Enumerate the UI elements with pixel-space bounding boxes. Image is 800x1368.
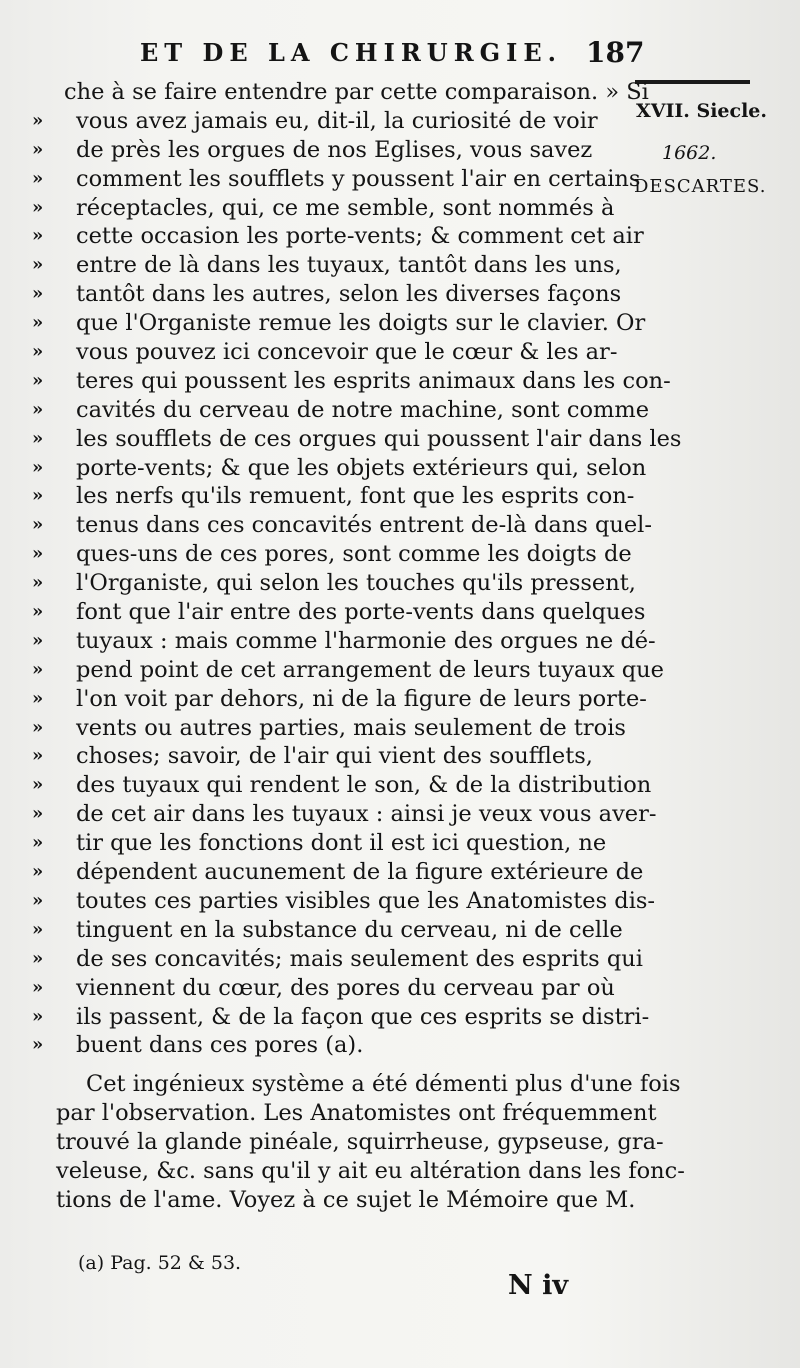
text-line (30, 858, 644, 887)
line-text: ils passent, & de la façon que ces esprits se distri- (76, 1003, 650, 1030)
line-text: tuyaux : mais comme l'harmonie des orgues ne dé- (76, 627, 656, 654)
text-line (30, 309, 646, 338)
line-text: vous avez jamais eu, dit-il, la curiosité de voir (76, 107, 598, 134)
line-text: réceptacles, qui, ce me semble, sont nommés à (76, 194, 615, 221)
quote-mark: » (32, 514, 44, 536)
quote-mark: » (32, 658, 44, 680)
margin-year: 1662. (662, 142, 717, 164)
quote-mark: » (32, 716, 44, 738)
commentary-paragraph (30, 1070, 685, 1214)
line-text: de ses concavités; mais seulement des esprits qui (76, 945, 643, 972)
text-line (30, 887, 656, 916)
text-line (30, 742, 630, 771)
margin-author: DESCARTES. (634, 176, 767, 197)
text-line (30, 916, 630, 945)
line-text: cette occasion les porte-vents; & comment cet air (76, 223, 644, 250)
text-line (30, 78, 649, 107)
text-line (30, 771, 652, 800)
text-line (30, 367, 671, 396)
quote-mark: » (32, 687, 44, 709)
paragraph-line: tions de l'ame. Voyez à ce sujet le Mémoire que M. (56, 1186, 636, 1213)
paragraph-line: trouvé la glande pinéale, squirrheuse, gypseuse, gra- (56, 1128, 664, 1155)
line-text: font que l'air entre des porte-vents dans quelques (76, 599, 646, 626)
running-title: ET DE LA CHIRURGIE. (140, 38, 563, 67)
line-text: tenus dans ces concavités entrent de-là dans quel- (76, 512, 652, 539)
line-text: comment les soufflets y poussent l'air en certains (76, 165, 641, 192)
line-text: cavités du cerveau de notre machine, sont comme (76, 396, 650, 423)
quote-mark: » (32, 543, 44, 565)
quote-mark: » (32, 456, 44, 478)
line-text: l'on voit par dehors, ni de la figure de leurs porte- (76, 685, 647, 712)
text-line (30, 136, 630, 165)
text-line (30, 280, 630, 309)
text-line (30, 511, 652, 540)
line-text: des tuyaux qui rendent le son, & de la distribution (76, 772, 652, 799)
text-line (30, 251, 630, 280)
signature-mark: N iv (508, 1270, 569, 1301)
margin-rule (635, 80, 750, 84)
text-line (30, 714, 630, 743)
quote-mark: » (32, 167, 44, 189)
text-line (30, 396, 650, 425)
line-text: les soufflets de ces orgues qui poussent l'air dans les (76, 425, 682, 452)
quoted-passage (30, 78, 682, 1060)
quote-mark: » (32, 861, 44, 883)
quote-mark: » (32, 398, 44, 420)
quote-mark: » (32, 774, 44, 796)
text-line (30, 165, 641, 194)
text-line (30, 482, 635, 511)
line-text: de cet air dans les tuyaux : ainsi je veux vous aver- (76, 801, 657, 828)
line-text: teres qui poussent les esprits animaux dans les con- (76, 367, 671, 394)
quote-mark: » (32, 225, 44, 247)
line-text: entre de là dans les tuyaux, tantôt dans les uns, (76, 252, 622, 279)
quote-mark: » (32, 109, 44, 131)
line-text: toutes ces parties visibles que les Anatomistes dis- (76, 887, 656, 914)
text-line (30, 685, 647, 714)
quote-mark: » (32, 572, 44, 594)
quote-mark: » (32, 947, 44, 969)
line-text: les nerfs qu'ils remuent, font que les esprits con- (76, 483, 635, 510)
quote-mark: » (32, 976, 44, 998)
line-text: tantôt dans les autres, selon les diverses façons (76, 281, 622, 308)
quote-mark: » (32, 889, 44, 911)
line-text: l'Organiste, qui selon les touches qu'ils pressent, (76, 570, 636, 597)
line-text: viennent du cœur, des pores du cerveau par où (76, 974, 615, 1001)
line-text: che à se faire entendre par cette comparaison. » Si (64, 79, 649, 105)
text-line (30, 222, 644, 251)
footnote: (a) Pag. 52 & 53. (78, 1252, 242, 1274)
text-line (30, 425, 682, 454)
paragraph-line: Cet ingénieux système a été démenti plus d'une fois (86, 1071, 681, 1097)
quote-mark: » (32, 283, 44, 305)
text-line (30, 945, 643, 974)
margin-century: XVII. Siecle. (636, 100, 768, 122)
line-text: vous pouvez ici concevoir que le cœur & les ar- (76, 339, 618, 366)
text-line (30, 338, 630, 367)
text-line (30, 569, 636, 598)
text-line (30, 454, 647, 483)
quote-mark: » (32, 1034, 44, 1056)
quote-mark: » (32, 629, 44, 651)
quote-mark: » (32, 601, 44, 623)
line-text: tir que les fonctions dont il est ici question, ne (76, 830, 607, 857)
quote-mark: » (32, 196, 44, 218)
text-line (30, 107, 630, 136)
quote-mark: » (32, 369, 44, 391)
quote-mark: » (32, 803, 44, 825)
quote-mark: » (32, 745, 44, 767)
page-number: 187 (586, 36, 645, 69)
text-line (30, 656, 664, 685)
line-text: de près les orgues de nos Eglises, vous savez (76, 136, 593, 163)
quote-mark: » (32, 341, 44, 363)
text-line (30, 974, 630, 1003)
text-line (30, 194, 630, 223)
quote-mark: » (32, 138, 44, 160)
text-line (30, 800, 657, 829)
line-text: ques-uns de ces pores, sont comme les doigts de (76, 541, 632, 568)
paragraph-line: veleuse, &c. sans qu'il y ait eu altération dans les fonc- (56, 1157, 685, 1184)
quote-mark: » (32, 832, 44, 854)
line-text: buent dans ces pores (a). (76, 1032, 364, 1059)
text-line (30, 1031, 630, 1060)
text-line (30, 540, 630, 569)
line-text: porte-vents; & que les objets extérieurs qui, selon (76, 454, 647, 481)
text-line (30, 598, 646, 627)
quote-mark: » (32, 485, 44, 507)
quote-mark: » (32, 254, 44, 276)
text-line (30, 1003, 650, 1032)
line-text: que l'Organiste remue les doigts sur le clavier. Or (76, 310, 646, 337)
line-text: dépendent aucunement de la figure extérieure de (76, 859, 644, 886)
line-text: choses; savoir, de l'air qui vient des soufflets, (76, 743, 593, 770)
quote-mark: » (32, 427, 44, 449)
text-line (30, 829, 630, 858)
paragraph-line: par l'observation. Les Anatomistes ont fréquemment (56, 1099, 657, 1126)
line-text: tinguent en la substance du cerveau, ni de celle (76, 916, 623, 943)
text-line (30, 627, 656, 656)
line-text: pend point de cet arrangement de leurs tuyaux que (76, 656, 664, 683)
line-text: vents ou autres parties, mais seulement de trois (76, 714, 626, 741)
quote-mark: » (32, 1005, 44, 1027)
quote-mark: » (32, 312, 44, 334)
quote-mark: » (32, 918, 44, 940)
